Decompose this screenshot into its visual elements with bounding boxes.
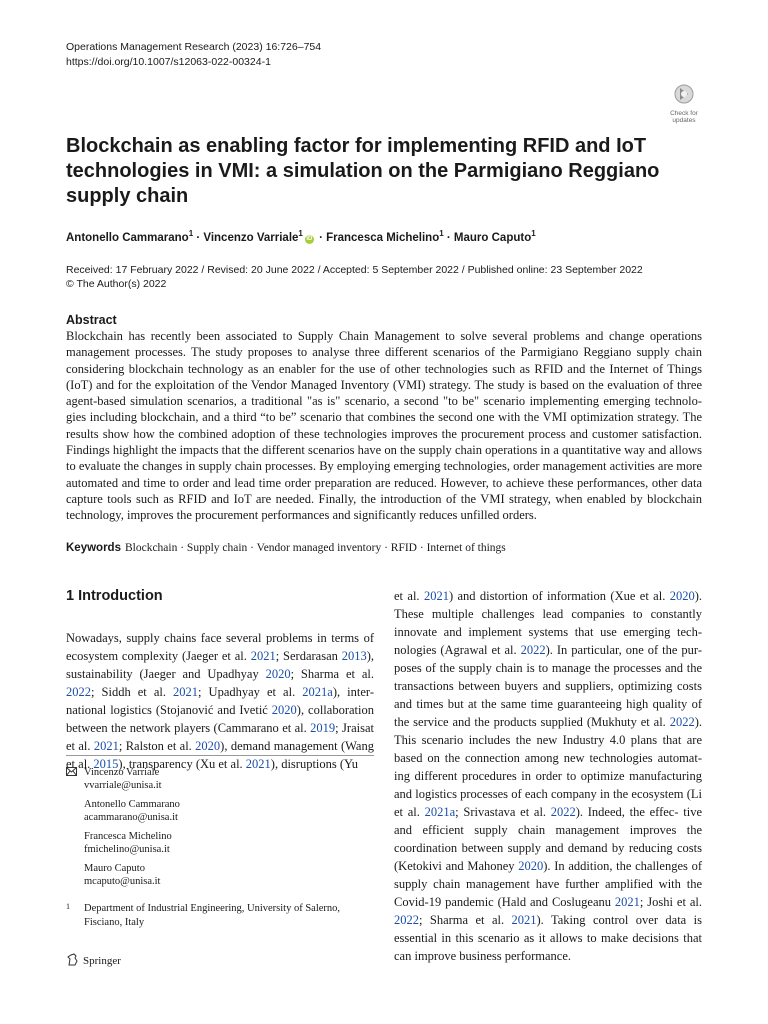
- body-text: of ecosystem complexity (Jaeger et al.: [66, 631, 374, 663]
- body-text: ).: [694, 715, 702, 729]
- body-text: essential in this scenario as it allows to make decisions that: [394, 931, 702, 945]
- abstract-line: Findings highlight the impacts that the different scenarios have on the supply chain operations in a quantitative way and: [66, 443, 667, 458]
- left-column: [66, 587, 374, 773]
- author-name: Antonello Cammarano: [66, 231, 189, 244]
- citation-link[interactable]: 2021: [614, 895, 640, 909]
- body-text: ). Taking control over data is: [536, 913, 702, 927]
- body-text: ). Indeed, the effec-: [575, 805, 679, 819]
- body-text: This scenario includes the new Industry 4.0 plans that are: [394, 733, 702, 747]
- author-list: [66, 226, 536, 246]
- citation-link[interactable]: 2021: [423, 589, 449, 603]
- contact-name: Antonello Cammarano: [84, 799, 180, 810]
- contact-list: [66, 766, 180, 894]
- contact-name: Vincenzo Varriale: [84, 767, 160, 778]
- journal-citation: Operations Management Research (2023) 16:726–754: [66, 41, 322, 53]
- body-text: poses of the supply chain is to manage the processes and the: [394, 661, 702, 675]
- abstract-section: [66, 312, 702, 524]
- citation-link[interactable]: 2020: [669, 589, 695, 603]
- body-text: ; Srivastava et al.: [455, 805, 551, 819]
- keywords-label: Keywords: [66, 542, 121, 554]
- citation-link[interactable]: 2021: [245, 757, 271, 771]
- abstract-line: management processes. The study proposes to analyse three different scenarios of the Parmigiano Reggiano supply chain: [66, 345, 702, 360]
- citation-link[interactable]: 2020: [265, 667, 291, 681]
- citation-link[interactable]: 2022: [394, 913, 419, 927]
- check-for-updates-badge[interactable]: [664, 84, 704, 124]
- abstract-body: [66, 328, 702, 524]
- body-text: Nowadays, supply chains face several problems in terms: [66, 631, 360, 645]
- citation-link[interactable]: 2021a: [424, 805, 456, 819]
- contact-entry: [84, 830, 180, 856]
- author-name: Vincenzo Varriale: [203, 231, 299, 244]
- journal-header: [66, 40, 321, 70]
- body-text: ; Ralston et al.: [118, 739, 196, 753]
- citation-link[interactable]: 2021: [250, 649, 276, 663]
- check-for-updates-icon: [674, 84, 694, 104]
- author-affiliation-mark: 1: [188, 229, 194, 238]
- body-text: ) and distortion of information (Xue et al.: [448, 589, 670, 603]
- abstract-line: results show how the combined adoption of these technologies improves the procurement process and customer satisfaction.: [66, 426, 702, 441]
- citation-link[interactable]: 2013: [341, 649, 367, 663]
- abstract-line: (IoT) and for the exploitation of the Vendor Managed Inventory (VMI) strategy. The study is based on the evaluation of three: [66, 377, 702, 392]
- body-text: ; Siddh et al.: [91, 685, 174, 699]
- contact-name: Francesca Michelino: [84, 831, 172, 842]
- body-text: and logistics processes of each company in the ecosystem: [394, 787, 684, 801]
- body-text: based on the connection among new technologies automat-: [394, 751, 702, 765]
- citation-link[interactable]: 2020: [195, 739, 221, 753]
- abstract-line: allows to evaluate the changes in supply chain processes. By employing emerging technologies, order management activities: [66, 443, 702, 474]
- abstract-line: gies including blockchain, and a third “to be” scenario that combines the second one with the VMI optimization strategy. The: [66, 410, 702, 425]
- keywords: [66, 541, 506, 556]
- body-text: ; Serdarasan: [275, 649, 338, 663]
- badge-line-2: updates: [672, 117, 696, 124]
- publisher-footer: [66, 953, 121, 968]
- abstract-line: Blockchain has recently been associated to Supply Chain Management to solve several problems and change operations: [66, 329, 702, 343]
- body-text: ), inter-: [332, 685, 374, 699]
- contact-entry: [84, 766, 180, 792]
- body-text: innovate and implement systems that use emerging tech-: [394, 625, 702, 639]
- body-text: ; Upadhyay et al.: [198, 685, 303, 699]
- contact-entry: [84, 862, 180, 888]
- intro-paragraph-right: [394, 587, 702, 965]
- body-text: ; Sharma: [290, 667, 340, 681]
- body-text: and times but at the same time guaranteeing high quality of: [394, 697, 702, 711]
- body-text: ; Jraisat: [335, 721, 374, 735]
- doi-link[interactable]: https://doi.org/10.1007/s12063-022-00324-1: [66, 56, 271, 68]
- author-affiliation-mark: 1: [531, 229, 536, 238]
- citation-link[interactable]: 2022: [550, 805, 576, 819]
- body-text: of supply chain management have further amplified with: [394, 859, 702, 891]
- author-name: Francesca Michelino: [326, 231, 440, 244]
- body-text: ). In particular, one of the pur-: [545, 643, 702, 657]
- publisher-name: Springer: [83, 955, 121, 967]
- body-text: tive and efficient supply chain management improves the: [394, 805, 702, 837]
- abstract-line: blockchain technology, improves the procurement performances and significantly reduces unfilled orders.: [66, 491, 702, 523]
- body-text: (Li et al.: [394, 787, 703, 819]
- author-affiliation-mark: 1: [298, 229, 303, 238]
- body-text: ).: [694, 589, 702, 603]
- citation-link[interactable]: 2021: [173, 685, 199, 699]
- body-text: (Ketokivi and Mahoney: [394, 859, 519, 873]
- article-dates: [66, 263, 643, 291]
- contact-email[interactable]: mcaputo@unisa.it: [84, 876, 161, 887]
- contact-email[interactable]: acammarano@unisa.it: [84, 812, 178, 823]
- body-text: can improve business performance.: [394, 949, 572, 963]
- body-text: national logistics (Stojanović and Ivetić: [66, 703, 272, 717]
- body-text: ; Joshi: [639, 895, 673, 909]
- citation-link[interactable]: 2020: [518, 859, 544, 873]
- citation-link[interactable]: 2022: [66, 685, 91, 699]
- contact-email[interactable]: vvarriale@unisa.it: [84, 780, 162, 791]
- body-text: ), disruptions (Yu: [270, 757, 358, 771]
- body-text: coordination between supply and demand by reducing costs: [394, 841, 702, 855]
- citation-link[interactable]: 2021: [93, 739, 119, 753]
- intro-paragraph-left: [66, 629, 374, 773]
- author-affiliation-mark: 1: [439, 229, 444, 238]
- body-text: et al.: [676, 895, 703, 909]
- contact-email[interactable]: fmichelino@unisa.it: [84, 844, 170, 855]
- author-separator: ·: [193, 231, 204, 244]
- abstract-heading: Abstract: [66, 313, 117, 327]
- author-separator: ·: [443, 231, 454, 244]
- springer-horse-icon: [66, 953, 79, 966]
- abstract-line: agent-based simulation scenarios, a traditional "as is" scenario, a second "to be" scenario implementing emerging technolo-: [66, 394, 702, 409]
- body-text: ). In addition, the challenges: [543, 859, 688, 873]
- body-text: nologies (Agrawal et al.: [394, 643, 521, 657]
- abstract-line: considering blockchain technology as an enabler for the use of other technologies such as RFID and the Internet of Things: [66, 361, 702, 376]
- body-text: ing different procedures in order to optimize manufacturing: [394, 769, 702, 783]
- envelope-icon: [66, 767, 77, 776]
- history-dates: Received: 17 February 2022 / Revised: 20 June 2022 / Accepted: 5 September 2022 / Published online: 23 September 2022: [66, 264, 643, 276]
- body-text: ; Sharma et al.: [419, 913, 512, 927]
- body-text: ), transparency (Xu et al.: [118, 757, 246, 771]
- affiliation-line-2: Fisciano, Italy: [84, 917, 145, 928]
- citation-link[interactable]: 2015: [93, 757, 119, 771]
- body-text: transactions between buyers and suppliers, optimizing costs: [394, 679, 702, 693]
- body-text: ), collaboration: [296, 703, 374, 717]
- copyright: © The Author(s) 2022: [66, 278, 167, 290]
- body-text: et al.: [66, 739, 94, 753]
- affiliation-line-1: Department of Industrial Engineering, University of Salerno,: [84, 903, 341, 914]
- body-text: et al.: [66, 757, 94, 771]
- citation-link[interactable]: 2021a: [302, 685, 333, 699]
- footnote-divider: [66, 755, 374, 756]
- body-text: the service and the products supplied (Mukhuty et al.: [394, 715, 670, 729]
- body-text: ), sustainability (Jaeger and Upadhyay: [66, 649, 375, 681]
- body-text: between the network players (Cammarano et al.: [66, 721, 311, 735]
- citation-link[interactable]: 2019: [310, 721, 336, 735]
- contact-entry: [84, 798, 180, 824]
- author-separator: ·: [315, 231, 327, 244]
- contact-name: Mauro Caputo: [84, 863, 145, 874]
- citation-link[interactable]: 2020: [271, 703, 297, 717]
- affiliation-number: 1: [66, 902, 70, 911]
- body-text: et al.: [394, 589, 424, 603]
- orcid-icon[interactable]: iD: [306, 235, 313, 242]
- article-title: Blockchain as enabling factor for implementing RFID and IoT technologies in VMI: a simulation on the Parmigiano Reggiano supply chain: [66, 135, 660, 207]
- body-text: the Covid-19 pandemic (Hald and Coslugeanu: [394, 877, 703, 909]
- keywords-list: Blockchain · Supply chain · Vendor managed inventory · RFID · Internet of things: [124, 542, 506, 554]
- author-name: Mauro Caputo: [453, 231, 532, 244]
- abstract-line: other data capture tools such as RFID and IoT are needed. Finally, the introduction of the VMI strategy, when enabled by: [66, 475, 703, 506]
- badge-line-1: Check for: [670, 110, 698, 117]
- right-column: [394, 587, 702, 965]
- citation-link[interactable]: 2022: [669, 715, 695, 729]
- body-text: ), demand management (Wang: [220, 739, 374, 753]
- citation-link[interactable]: 2021: [511, 913, 537, 927]
- body-text: These multiple challenges lead companies to constantly: [394, 607, 702, 621]
- section-title: 1 Introduction: [66, 588, 163, 604]
- body-text: et al.: [345, 667, 374, 681]
- citation-link[interactable]: 2022: [520, 643, 546, 657]
- affiliation: [66, 902, 366, 930]
- abstract-line: are more automated and time to order and lead time order preparation are reduced. However, to achieve these performances,: [66, 459, 702, 490]
